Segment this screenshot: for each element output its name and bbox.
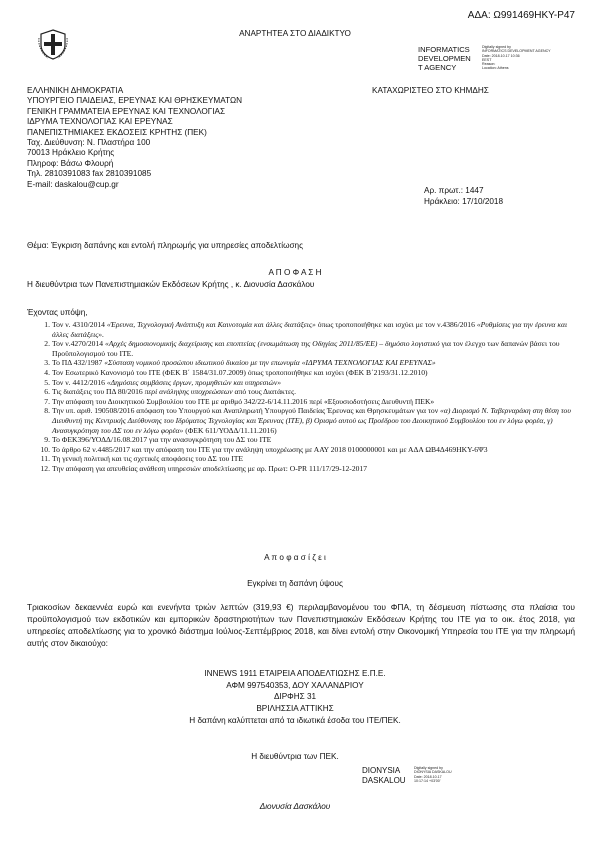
digital-stamp-details — [482, 45, 552, 71]
digital-signature-details — [414, 766, 474, 783]
beneficiary-city: ΒΡΙΛΗΣΣΙΑ ΑΤΤΙΚΗΣ — [256, 703, 334, 713]
consideration-item — [40, 463, 574, 474]
consideration-number: 10. — [40, 444, 50, 454]
consideration-text: Το ΠΔ 432/1987 — [52, 358, 105, 368]
stamp-detail: Date: 2018.10.17 10:36 — [482, 53, 520, 58]
consideration-item — [44, 320, 574, 339]
sender-line: Ταχ. Διεύθυνση: Ν. Πλαστήρα 100 — [27, 138, 151, 148]
signature-detail: DIONYSIA DASKALOU — [414, 770, 452, 775]
sender-line: 70013 Ηράκλειο Κρήτης — [27, 148, 115, 158]
document-date: Ηράκλειο: 17/10/2018 — [424, 197, 504, 206]
consideration-item — [40, 454, 574, 464]
consideration-text: «Έρευνα, Τεχνολογική Ανάπτυξη και Καινοτομία και άλλες διατάξεις» — [106, 320, 316, 329]
signer-name: Διονυσία Δασκάλου — [259, 802, 331, 811]
consideration-text: για τον έλεγχο των δαπανών βάσει του Προϋπολογισμού του ΙΤΕ. — [52, 339, 560, 358]
consideration-item — [44, 358, 574, 368]
considering-heading: Έχοντας υπόψη, — [27, 308, 88, 317]
consideration-text: Τη γενική πολιτική και τις σχετικές αποφάσεις του ΔΣ του ΙΤΕ — [52, 454, 244, 464]
consideration-number: 1. — [44, 320, 50, 329]
sender-line: Τηλ. 2810391083 fax 2810391085 — [27, 169, 152, 179]
signature-detail: Date: 2018.10.17 — [414, 774, 442, 779]
digital-signature-name — [362, 766, 422, 786]
consideration-text: «Δημόσιες συμβάσεις έργων, προμηθειών και υπηρεσιών» — [106, 377, 281, 387]
sender-line: ΓΕΝΙΚΗ ΓΡΑΜΜΑΤΕΙΑ ΕΡΕΥΝΑΣ ΚΑΙ ΤΕΧΝΟΛΟΓΙΑΣ — [27, 106, 226, 116]
protocol-number: Αρ. πρωτ.: 1447 — [424, 186, 484, 195]
consideration-text: «Ρυθμίσεις για την έρευνα και άλλες διατάξεις». — [52, 320, 568, 339]
coat-of-arms-icon — [38, 28, 68, 60]
consideration-item — [44, 387, 574, 397]
decision-title: Α Π Ο Φ Α Σ Η — [268, 268, 322, 277]
stamp-detail: Reason: — [482, 62, 496, 67]
consideration-text: Το ΦΕΚ396/ΥΟΔΔ/16.08.2017 για την ανασυγκρότηση του ΔΣ του ΙΤΕ — [52, 435, 272, 445]
considerations-list — [40, 320, 574, 474]
header-publish-online: ΑΝΑΡΤΗΤΕΑ ΣΤΟ ΔΙΑΔΙΚΤΥΟ — [239, 29, 351, 38]
consideration-text: Τον ν.4270/2014 — [52, 339, 105, 349]
sender-line: ΠΑΝΕΠΙΣΤΗΜΙΑΚΕΣ ΕΚΔΟΣΕΙΣ ΚΡΗΤΗΣ (ΠΕΚ) — [27, 127, 207, 137]
kimdis-status: ΚΑΤΑΧΩΡΙΣΤΕΟ ΣΤΟ ΚΗΜΔΗΣ — [372, 86, 489, 95]
consideration-number: 5. — [44, 377, 50, 387]
consideration-text: Τον ν. 4412/2016 — [52, 377, 107, 387]
sender-block — [27, 86, 327, 190]
stamp-detail: Digitally signed by — [482, 45, 511, 49]
stamp-detail: INFORMATICS DEVELOPMENT AGENCY — [482, 49, 551, 54]
consideration-number: 11. — [40, 454, 50, 464]
approve-line: Εγκρίνει τη δαπάνη ύψους — [247, 579, 343, 588]
sender-line: ΕΛΛΗΝΙΚΗ ΔΗΜΟΚΡΑΤΙΑ — [27, 86, 124, 95]
consideration-item — [44, 339, 574, 358]
consideration-item — [44, 396, 574, 407]
consideration-number: 2. — [44, 339, 50, 349]
consideration-number: 8. — [44, 406, 50, 416]
stamp-detail: EEST — [482, 57, 492, 62]
consideration-item — [44, 406, 574, 435]
consideration-text: Την απόφαση για απευθείας ανάθεση υπηρεσιών αποδελτίωσης με αρ. Πρωτ: Ο-PR 111/17/29-12-2017 — [52, 463, 368, 473]
stamp-line: DEVELOPMEN — [418, 54, 471, 63]
consideration-text: όπως τροποποιήθηκε και ισχύει με τον ν.4386/2016 — [315, 320, 477, 329]
beneficiary-street: ΔΙΡΦΗΣ 31 — [273, 692, 317, 702]
consideration-text: Την απόφαση του Διοικητικού Συμβουλίου του ΙΤΕ με αριθμό 342/22-6/14.11.2016 περί «Εξουσιοδοτήσεις Διευθυντή ΠΕΚ» — [52, 396, 435, 406]
sender-line: Πληροφ: Βάσω Φλουρή — [27, 158, 114, 168]
consideration-item — [40, 444, 574, 455]
consideration-text: «α) Διορισμό Ν. Ταβερναράκη στη θέση του Διευθυντή της Κεντρικής Διεύθυνσης του Ιδρύματος Τεχνολογίας και Έρευνας (ΙΤΕ), β) Ορισμό αυτού ως Προέδρου του Διοικητικού Συμβουλίου του εν λόγω φορέα, γ) Ανασυγκρότηση του ΔΣ του εν λόγω φορέα» — [52, 406, 571, 435]
stamp-detail: Location: Athens — [482, 66, 509, 71]
sender-line: E-mail: daskalou@cup.gr — [27, 179, 119, 189]
beneficiary-tax-id: ΑΦΜ 997540353, ΔΟΥ ΧΑΛΑΝΔΡΙΟΥ — [226, 680, 364, 690]
consideration-number: 7. — [44, 396, 50, 406]
consideration-number: 3. — [44, 358, 50, 368]
beneficiary-name: INNEWS 1911 ΕΤΑΙΡΕΙΑ ΑΠΟΔΕΛΤΙΩΣΗΣ Ε.Π.Ε. — [204, 669, 386, 678]
subject-line: Θέμα: Έγκριση δαπάνης και εντολή πληρωμής για υπηρεσίες αποδελτίωσης — [27, 241, 304, 250]
consideration-number: 12. — [40, 463, 50, 473]
consideration-number: 6. — [44, 387, 50, 397]
stamp-line: INFORMATICS — [418, 45, 470, 54]
signature-detail: 10:17:14 +03'00' — [414, 778, 441, 783]
signature-detail: Digitally signed by — [414, 766, 443, 770]
consideration-text: Την υπ. αριθ. 190508/2016 απόφαση του Υπουργού και Αναπληρωτή Υπουργού Παιδείας Έρευνας και Θρησκευμάτων για τον — [52, 406, 441, 416]
sender-line: ΙΔΡΥΜΑ ΤΕΧΝΟΛΟΓΙΑΣ ΚΑΙ ΕΡΕΥΝΑΣ — [27, 117, 173, 127]
consideration-text: (ΦΕΚ 611/ΥΟΔΔ/11.11.2016) — [183, 425, 277, 435]
director-line: Η διευθύντρια των Πανεπιστημιακών Εκδόσεων Κρήτης , κ. Διονυσία Δασκάλου — [27, 280, 315, 289]
signer-role: Η διευθύντρια των ΠΕΚ. — [251, 752, 339, 761]
main-paragraph: Τριακοσίων δεκαεννέα ευρώ και ενενήντα τριών λεπτών (319,93 €) περιλαμβανομένου του ΦΠΑ, τη δέσμευση πίστωσης στα πλαίσια του προϋπολογισμού των εκδοτικών και εμπορικών δραστηριοτήτων των Πανεπιστημιακών Εκδόσεων Κρήτης του ΙΤΕ για το οικ. έτος 2018, για υπηρεσίες αποδελτίωσης για το χρονικό διάστημα Ιούλιος-Σεπτέμβριος 2018, και δίνει εντολή στην Οικονομική Υπηρεσία του ΙΤΕ για την πληρωμή αυτής στον δικαιούχο: — [27, 602, 575, 648]
signature-line: DASKALOU — [362, 776, 406, 785]
coverage-line: Η δαπάνη καλύπτεται από τα ιδιωτικά έσοδα του ΙΤΕ/ΠΕΚ. — [189, 716, 401, 725]
signature-line: DIONYSIA — [362, 766, 401, 775]
consideration-text: Τις διατάξεις του ΠΔ 80/2016 — [52, 387, 145, 397]
consideration-item — [44, 367, 574, 378]
consideration-text: Τον ν. 4310/2014 — [52, 320, 107, 329]
beneficiary-block — [150, 668, 440, 714]
consideration-text: Το άρθρο 62 ν.4485/2017 και την απόφαση του ΙΤΕ για την ανάληψη υποχρέωσης με ΑΑΥ 2018 0100000001 και με ΑΔΑ ΩΒ4Δ469ΗΚΥ-6Ψ3 — [52, 444, 488, 454]
consideration-text: περί ανάληψης υποχρεώσεων — [144, 387, 233, 397]
consideration-text: Τον Εσωτερικό Κανονισμό του ΙΤΕ (ΦΕΚ Β΄ 1584/31.07.2009) όπως τροποποιήθηκε και ισχύει (ΦΕΚ Β΄2193/31.12.2010) — [52, 367, 428, 377]
consideration-number: 4. — [44, 367, 50, 377]
digital-stamp-agency — [418, 45, 488, 72]
decides-heading: Α π ο φ α σ ί ζ ε ι — [264, 553, 326, 562]
consideration-text: από τους Διατάκτες. — [232, 387, 297, 397]
stamp-line: T AGENCY — [418, 63, 457, 72]
sender-line: ΥΠΟΥΡΓΕΙΟ ΠΑΙΔΕΙΑΣ, ΕΡΕΥΝΑΣ ΚΑΙ ΘΡΗΣΚΕΥΜΑΤΩΝ — [27, 96, 242, 106]
consideration-item — [44, 377, 574, 388]
ada-code: ΑΔΑ: Ω991469ΗΚΥ-Ρ47 — [467, 10, 575, 21]
consideration-text: «Σύσταση νομικού προσώπου ιδιωτικού δικαίου με την επωνυμία «ΙΔΡΥΜΑ ΤΕΧΝΟΛΟΓΙΑΣ ΚΑΙ ΕΡΕΥΝΑΣ» — [104, 358, 436, 368]
consideration-number: 9. — [44, 435, 50, 445]
consideration-item — [44, 435, 574, 445]
consideration-text: «Αρχές δημοσιονομικής διαχείρισης και εποπτείας (ενσωμάτωση της Οδηγίας 2011/85/ΕΕ) – δημόσιο λογιστικό — [104, 339, 440, 349]
